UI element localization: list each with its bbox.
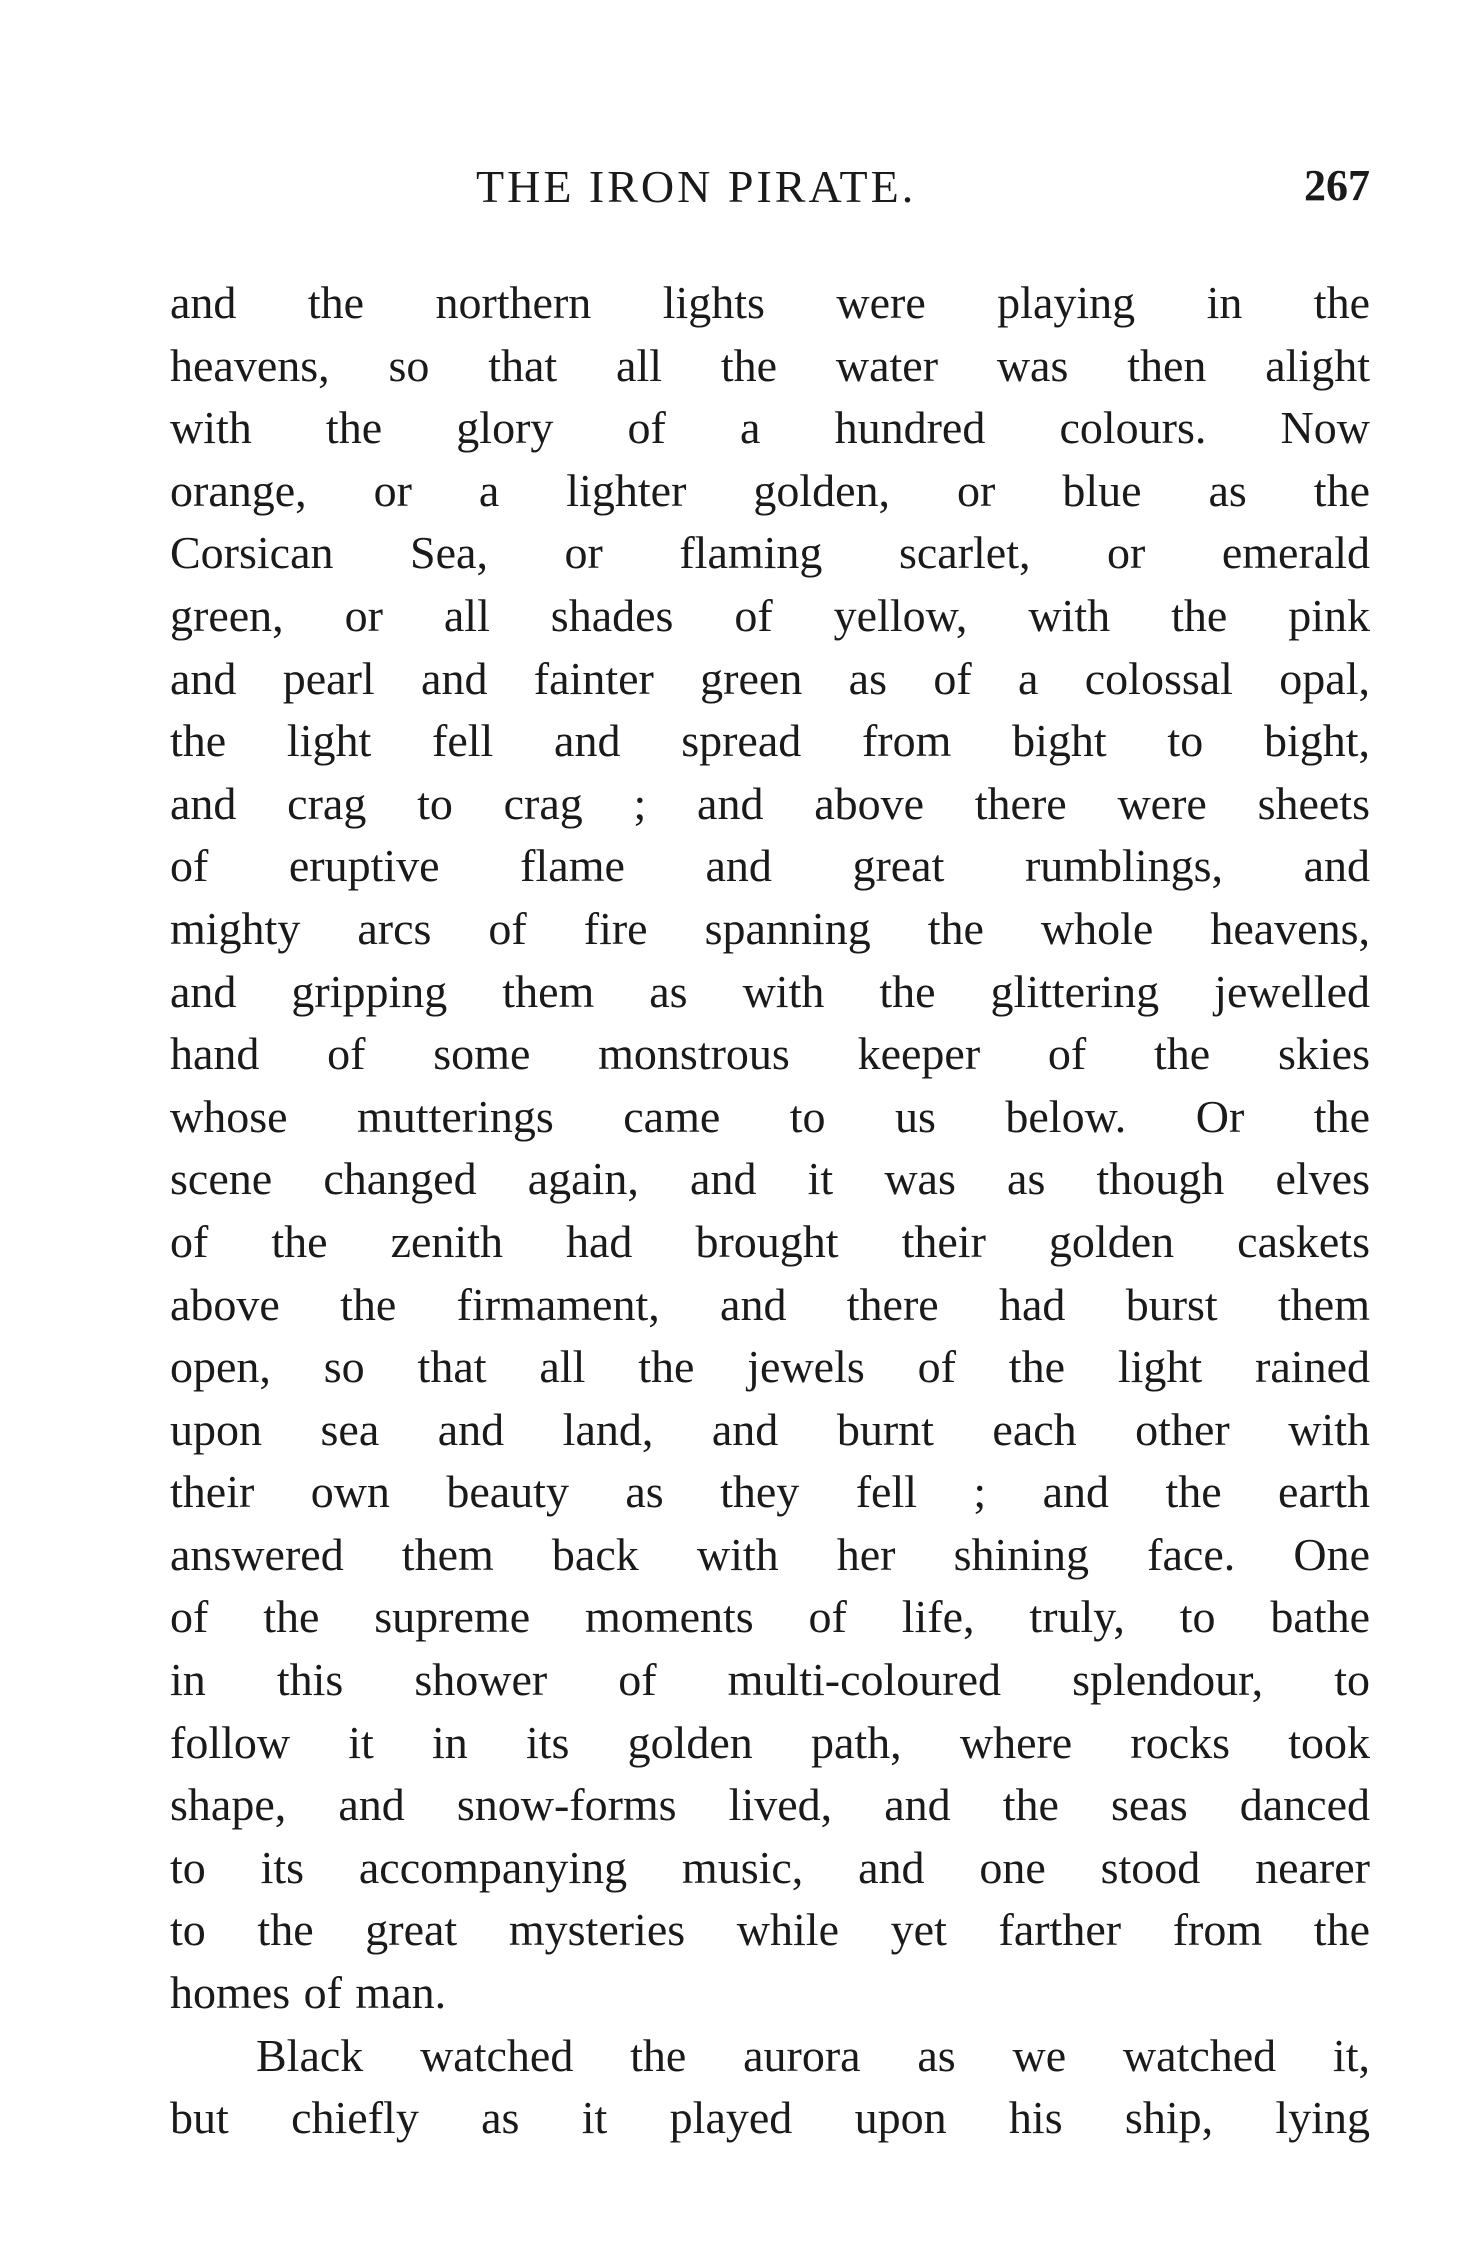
text-line: shape, and snow-forms lived, and the seas danced: [170, 1779, 1370, 1831]
text-line: heavens, so that all the water was then alight: [170, 339, 1370, 391]
text-line: of the supreme moments of life, truly, to bathe: [170, 1591, 1370, 1643]
running-title: THE IRON PIRATE.: [476, 161, 917, 212]
text-line: to the great mysteries while yet farther from the: [170, 1904, 1370, 1956]
text-line: of eruptive flame and great rumblings, and: [170, 840, 1370, 892]
text-line: answered them back with her shining face. One: [170, 1528, 1370, 1580]
text-line: to its accompanying music, and one stood nearer: [170, 1841, 1370, 1893]
text-line: and the northern lights were playing in the: [170, 277, 1370, 328]
text-line: the light fell and spread from bight to bight,: [170, 715, 1370, 767]
text-line: follow it in its golden path, where rocks took: [170, 1716, 1370, 1768]
text-line: Black watched the aurora as we watched it,: [256, 2029, 1370, 2081]
text-line: their own beauty as they fell ; and the earth: [170, 1466, 1370, 1518]
text-line: open, so that all the jewels of the light rained: [170, 1341, 1370, 1393]
text-line: above the firmament, and there had burst them: [170, 1278, 1370, 1330]
text-line: green, or all shades of yellow, with the pink: [170, 589, 1370, 641]
text-line: whose mutterings came to us below. Or the: [170, 1090, 1370, 1142]
text-line: orange, or a lighter golden, or blue as the: [170, 464, 1370, 516]
page-header: [170, 160, 1370, 220]
text-line: of the zenith had brought their golden caskets: [170, 1215, 1370, 1267]
text-line: with the glory of a hundred colours. Now: [170, 402, 1370, 454]
page-number: 267: [1304, 161, 1370, 210]
text-line: hand of some monstrous keeper of the skies: [170, 1028, 1370, 1080]
text-line: homes of man.: [170, 1967, 447, 2019]
text-line: and crag to crag ; and above there were sheets: [170, 777, 1370, 829]
text-line: mighty arcs of fire spanning the whole heavens,: [170, 902, 1370, 954]
text-line: and pearl and fainter green as of a colossal opal,: [170, 652, 1370, 704]
text-line: scene changed again, and it was as though elves: [170, 1153, 1370, 1205]
text-line: and gripping them as with the glittering jewelled: [170, 965, 1370, 1017]
body-text: [170, 272, 1370, 2150]
text-line: Corsican Sea, or flaming scarlet, or emerald: [170, 527, 1370, 579]
text-line: in this shower of multi-coloured splendour, to: [170, 1654, 1370, 1706]
text-line: upon sea and land, and burnt each other with: [170, 1403, 1370, 1455]
text-line: but chiefly as it played upon his ship, lying: [170, 2092, 1370, 2144]
